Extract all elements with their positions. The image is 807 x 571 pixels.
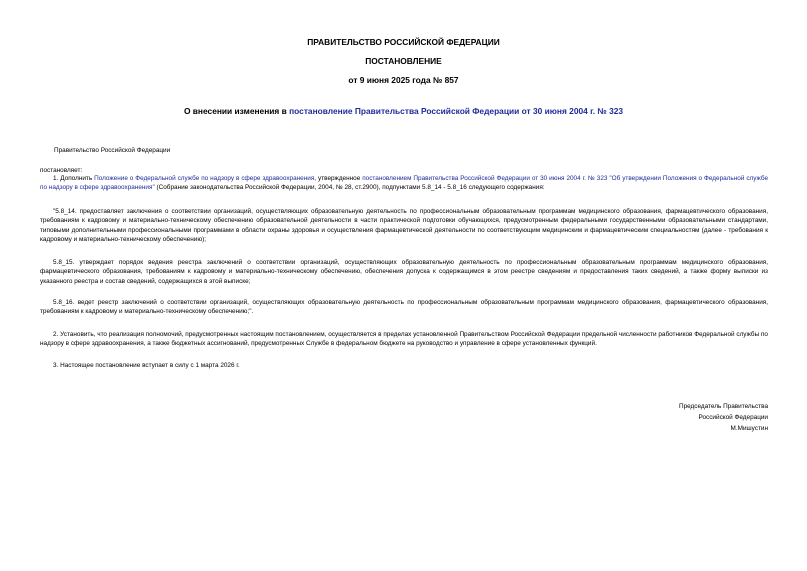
quoted-subclause-15: 5.8_15. утверждает порядок ведения реестра заключений о соответствии организаций, осуществляющих образовательную деятельность по профессиональным образовательным программам медицинского образования, фармацевтического образования, требованиям к кадровому и материально-техническому обеспечению, обеспечения допуска к содержащимся в этом реестре сведениям и предоставления таких сведений, а также форму выписки из указанного реестра и состав сведений, содержащихся в этой выписке; <box>40 259 768 285</box>
government-heading: ПРАВИТЕЛЬСТВО РОССИЙСКОЙ ФЕДЕРАЦИИ <box>307 37 500 47</box>
signature-position: Председатель Правительства <box>679 403 768 410</box>
paragraph-3: 3. Настоящее постановление вступает в силу с 1 марта 2026 г. <box>53 362 240 369</box>
paragraph-1-end: (Собрание законодательства Российской Федерации, 2004, № 28, ст.2900), подпунктами 5.8_14 - 5.8_16 следующего содержания: <box>154 184 545 192</box>
resolves-line: постановляет: <box>40 167 83 174</box>
paragraph-1-mid: , утвержденное <box>314 175 363 182</box>
issuer-line: Правительство Российской Федерации <box>54 147 171 154</box>
quoted-subclause-14: "5.8_14. предоставляет заключения о соответствии организаций, осуществляющих образовательную деятельность по профессиональным образовательным программам медицинского образования, фармацевтического образования, требованиям к кадровому и материально-техническому обеспечению образовательной деятельности в части практической подготовки обучающихся, предусмотренным федеральными государственными образовательными стандартами, типовыми дополнительными профессиональными программами в области охраны здоровья и осуществления фармацевтической деятельности по соответствующим медицинским и фармацевтическим специальностям (далее - требования к кадровому и материально-техническому обеспечению); <box>40 208 768 244</box>
title-amended-act-link[interactable]: постановление Правительства Российской Федерации от 30 июня 2004 г. № 323 <box>289 106 624 116</box>
resolution-323-link[interactable]: постановлением Правительства Российской Федерации от 30 июня 2004 г. № 323 "Об утверждении Положения о Федеральной службе по надзору в сфере здравоохранения" <box>40 175 769 192</box>
title-prefix: О внесении изменения в <box>183 106 290 116</box>
regulation-link[interactable]: Положение о Федеральной службе по надзору в сфере здравоохранения <box>94 175 315 182</box>
paragraph-2: 2. Установить, что реализация полномочий, предусмотренных настоящим постановлением, осуществляется в пределах установленной Правительством Российской Федерации предельной численности работников Федеральной службы по надзору в сфере здравоохранения, а также бюджетных ассигнований, предусмотренных Службе в федеральном бюджете на руководство и управление в сфере установленных функций. <box>40 331 768 348</box>
signature-country: Российской Федерации <box>698 414 768 421</box>
quoted-subclause-16: 5.8_16. ведет реестр заключений о соответствии организаций, осуществляющих образовательную деятельность по профессиональным образовательным программам медицинского образования, фармацевтического образования, требованиям к кадровому и материально-техническому обеспечению;". <box>40 299 768 316</box>
document-date-number: от 9 июня 2025 года № 857 <box>348 75 459 85</box>
document-title <box>0 106 807 116</box>
signature-name: М.Мишустин <box>730 425 768 432</box>
document-type-heading: ПОСТАНОВЛЕНИЕ <box>365 56 442 66</box>
paragraph-1-start: 1. Дополнить <box>53 175 95 182</box>
paragraph-1 <box>40 174 768 193</box>
